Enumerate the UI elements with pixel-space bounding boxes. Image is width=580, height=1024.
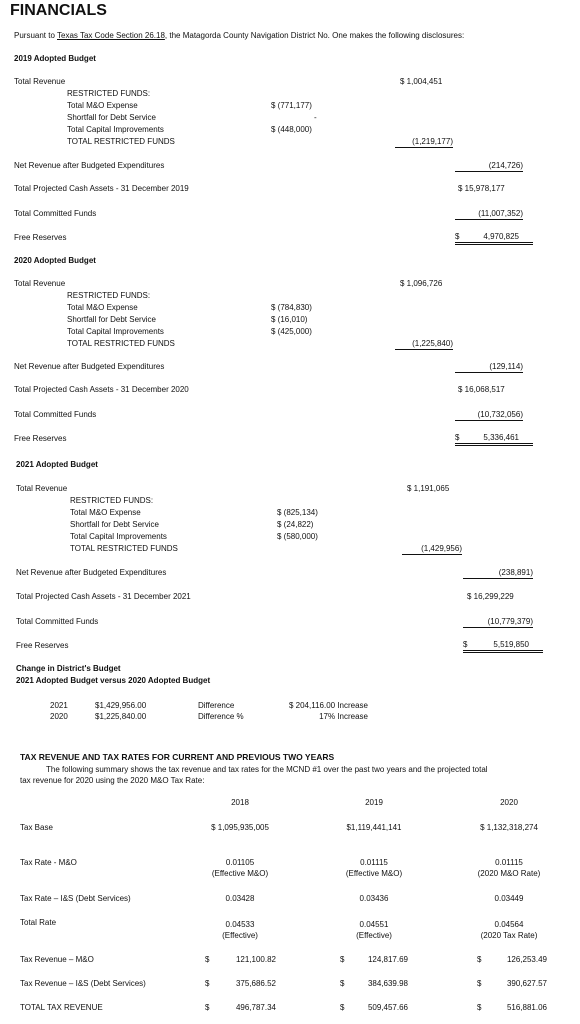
intro-text — [14, 31, 464, 41]
shortfall-label: Shortfall for Debt Service — [67, 113, 156, 122]
is-rate-label: Tax Rate – I&S (Debt Services) — [20, 894, 131, 903]
intro-pre: Pursuant to — [14, 31, 57, 40]
restricted-funds-label: RESTRICTED FUNDS: — [67, 89, 151, 98]
mo-rate-note-2018: (Effective M&O) — [211, 869, 269, 878]
budget-2019-heading: 2019 Adopted Budget — [14, 54, 96, 63]
committed-2020: (10,732,056) — [455, 410, 523, 421]
shortfall-label: Shortfall for Debt Service — [70, 520, 159, 529]
committed-label: Total Committed Funds — [14, 410, 97, 419]
revenue-mo-label: Tax Revenue – M&O — [20, 955, 94, 964]
total-restricted-label: TOTAL RESTRICTED FUNDS — [70, 544, 178, 553]
total-restricted-2020: (1,225,840) — [395, 339, 453, 350]
net-revenue-label: Net Revenue after Budgeted Expenditures — [14, 362, 165, 371]
total-restricted-2019: (1,219,177) — [395, 137, 453, 148]
tax-base-label: Tax Base — [20, 823, 53, 832]
mo-expense-label: Total M&O Expense — [70, 508, 141, 517]
difference-pct-label: Difference % — [198, 712, 244, 721]
free-reserves-2020 — [455, 433, 533, 446]
projected-2019: $ 15,978,177 — [458, 184, 505, 193]
capital-label: Total Capital Improvements — [67, 327, 164, 336]
tax-base-2020: $ 1,132,318,274 — [480, 823, 538, 832]
revenue-is-2019: 384,639.98 — [367, 979, 408, 988]
capital-2021: $ (580,000) — [277, 532, 318, 541]
page-title: FINANCIALS — [10, 2, 107, 19]
currency-sign: $ — [340, 979, 345, 988]
tax-description-line2: tax revenue for 2020 using the 2020 M&O Tax Rate: — [20, 776, 205, 785]
projected-2021: $ 16,299,229 — [467, 592, 514, 601]
change-amount-2021: $1,429,956.00 — [95, 701, 147, 710]
year-header-2018: 2018 — [231, 798, 249, 807]
committed-2021: (10,779,379) — [463, 617, 533, 628]
free-reserves-2019 — [455, 232, 533, 245]
shortfall-2021: $ (24,822) — [277, 520, 314, 529]
mo-expense-2020: $ (784,830) — [271, 303, 312, 312]
year-header-2020: 2020 — [500, 798, 518, 807]
free-reserves-2020-value: 5,336,461 — [483, 433, 519, 442]
mo-rate-note-2020: (2020 M&O Rate) — [477, 869, 541, 878]
mo-rate-label: Tax Rate - M&O — [20, 858, 77, 867]
free-reserves-2019-value: 4,970,825 — [483, 232, 519, 241]
free-reserves-2019-currency: $ — [455, 232, 460, 241]
currency-sign: $ — [477, 1003, 482, 1012]
mo-expense-label: Total M&O Expense — [67, 101, 138, 110]
committed-label: Total Committed Funds — [14, 209, 97, 218]
total-tax-revenue-2019: 509,457.66 — [367, 1003, 408, 1012]
total-revenue-label: Total Revenue — [14, 279, 66, 288]
mo-expense-2021: $ (825,134) — [277, 508, 318, 517]
committed-label: Total Committed Funds — [16, 617, 99, 626]
change-year-2021: 2021 — [50, 701, 68, 710]
total-restricted-label: TOTAL RESTRICTED FUNDS — [67, 339, 175, 348]
revenue-mo-2020: 126,253.49 — [506, 955, 547, 964]
tax-base-2018: $ 1,095,935,005 — [211, 823, 269, 832]
total-tax-revenue-2018: 496,787.34 — [235, 1003, 276, 1012]
revenue-is-label: Tax Revenue – I&S (Debt Services) — [20, 979, 146, 988]
shortfall-2020: $ (16,010) — [271, 315, 308, 324]
mo-rate-note-2019: (Effective M&O) — [345, 869, 403, 878]
total-rate-label: Total Rate — [20, 918, 57, 927]
total-rate-2018: 0.04533 — [225, 920, 255, 929]
tax-code-link[interactable]: Texas Tax Code Section 26.18 — [57, 31, 165, 40]
tax-description-line1: The following summary shows the tax revenue and tax rates for the MCND #1 over the past two years and the projected total — [46, 765, 488, 774]
total-revenue-label: Total Revenue — [16, 484, 68, 493]
total-rate-note-2019: (Effective) — [356, 931, 392, 940]
mo-expense-2019: $ (771,177) — [271, 101, 312, 110]
revenue-is-2020: 390,627.57 — [506, 979, 547, 988]
difference-value: $ 204,116.00 Increase — [288, 701, 368, 710]
total-revenue-label: Total Revenue — [14, 77, 66, 86]
free-reserves-2020-currency: $ — [455, 433, 460, 442]
projected-label-2021: Total Projected Cash Assets - 31 December 2021 — [16, 592, 191, 601]
total-restricted-2021: (1,429,956) — [402, 544, 462, 555]
year-header-2019: 2019 — [365, 798, 383, 807]
total-rate-2019: 0.04551 — [359, 920, 389, 929]
currency-sign: $ — [340, 1003, 345, 1012]
capital-label: Total Capital Improvements — [67, 125, 164, 134]
currency-sign: $ — [477, 955, 482, 964]
is-rate-2019: 0.03436 — [359, 894, 389, 903]
is-rate-2018: 0.03428 — [225, 894, 255, 903]
net-revenue-label: Net Revenue after Budgeted Expenditures — [14, 161, 165, 170]
restricted-funds-label: RESTRICTED FUNDS: — [70, 496, 154, 505]
intro-post: , the Matagorda County Navigation District No. One makes the following disclosures: — [164, 31, 465, 40]
total-revenue-2020: $ 1,096,726 — [400, 279, 443, 288]
free-reserves-label: Free Reserves — [14, 434, 67, 443]
revenue-is-2018: 375,686.52 — [235, 979, 276, 988]
change-subheading: 2021 Adopted Budget versus 2020 Adopted Budget — [16, 676, 211, 685]
capital-label: Total Capital Improvements — [70, 532, 167, 541]
projected-label-2019: Total Projected Cash Assets - 31 December 2019 — [14, 184, 189, 193]
currency-sign: $ — [477, 979, 482, 988]
shortfall-label: Shortfall for Debt Service — [67, 315, 156, 324]
total-tax-revenue-2020: 516,881.06 — [506, 1003, 547, 1012]
currency-sign: $ — [340, 955, 345, 964]
total-tax-revenue-label: TOTAL TAX REVENUE — [20, 1003, 103, 1012]
free-reserves-2021 — [463, 640, 543, 653]
free-reserves-label: Free Reserves — [14, 233, 67, 242]
total-rate-note-2020: (2020 Tax Rate) — [480, 931, 538, 940]
revenue-mo-2019: 124,817.69 — [367, 955, 408, 964]
net-revenue-2020: (129,114) — [455, 362, 523, 373]
net-revenue-label: Net Revenue after Budgeted Expenditures — [16, 568, 167, 577]
budget-2021-heading: 2021 Adopted Budget — [16, 460, 98, 469]
net-revenue-2019: (214,726) — [455, 161, 523, 172]
free-reserves-2021-currency: $ — [463, 640, 468, 649]
projected-label-2020: Total Projected Cash Assets - 31 December 2020 — [14, 385, 189, 394]
total-revenue-2021: $ 1,191,065 — [407, 484, 450, 493]
budget-2020-heading: 2020 Adopted Budget — [14, 256, 96, 265]
currency-sign: $ — [205, 979, 210, 988]
mo-rate-2019: 0.01115 — [360, 858, 388, 867]
shortfall-2019: - — [314, 113, 317, 122]
mo-expense-label: Total M&O Expense — [67, 303, 138, 312]
free-reserves-label: Free Reserves — [16, 641, 69, 650]
capital-2020: $ (425,000) — [271, 327, 312, 336]
mo-rate-2018: 0.01105 — [225, 858, 255, 867]
is-rate-2020: 0.03449 — [494, 894, 524, 903]
projected-2020: $ 16,068,517 — [458, 385, 505, 394]
mo-rate-2020: 0.01115 — [495, 858, 523, 867]
change-year-2020: 2020 — [50, 712, 68, 721]
tax-heading: TAX REVENUE AND TAX RATES FOR CURRENT AND PREVIOUS TWO YEARS — [20, 752, 335, 762]
net-revenue-2021: (238,891) — [463, 568, 533, 579]
committed-2019: (11,007,352) — [455, 209, 523, 220]
revenue-mo-2018: 121,100.82 — [235, 955, 276, 964]
total-revenue-2019: $ 1,004,451 — [400, 77, 443, 86]
change-amount-2020: $1,225,840.00 — [95, 712, 147, 721]
restricted-funds-label: RESTRICTED FUNDS: — [67, 291, 151, 300]
change-heading: Change in District's Budget — [16, 664, 121, 673]
total-restricted-label: TOTAL RESTRICTED FUNDS — [67, 137, 175, 146]
capital-2019: $ (448,000) — [271, 125, 312, 134]
difference-label: Difference — [198, 701, 235, 710]
tax-base-2019: $1,119,441,141 — [346, 823, 402, 832]
free-reserves-2021-value: 5,519,850 — [493, 640, 529, 649]
currency-sign: $ — [205, 1003, 210, 1012]
difference-pct-value: 17% Increase — [319, 712, 368, 721]
total-rate-note-2018: (Effective) — [222, 931, 258, 940]
total-rate-2020: 0.04564 — [494, 920, 524, 929]
currency-sign: $ — [205, 955, 210, 964]
